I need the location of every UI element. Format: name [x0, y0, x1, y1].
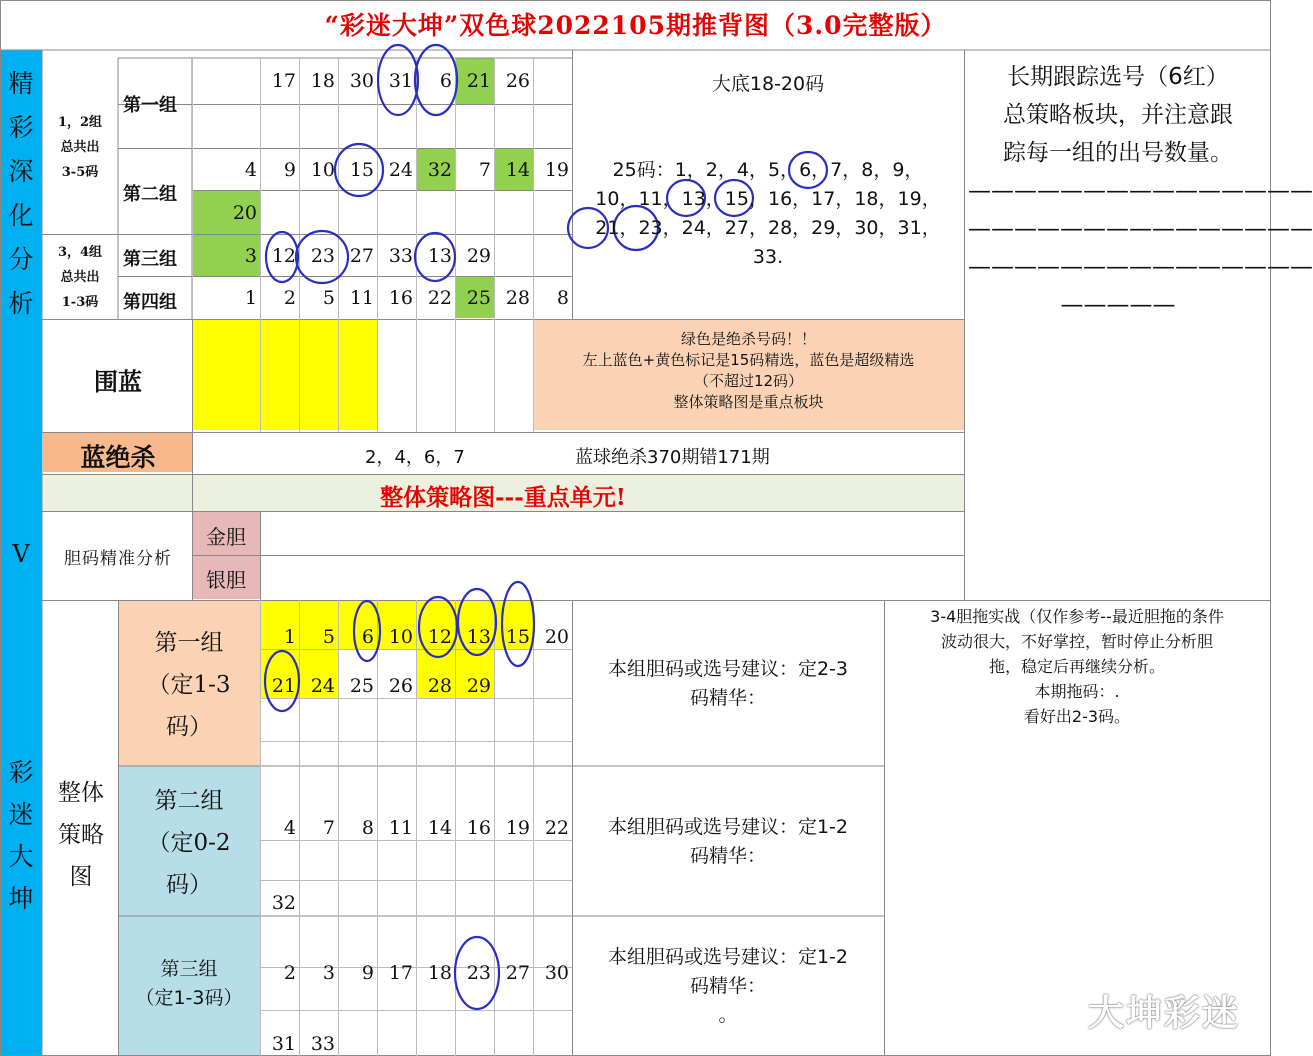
side-bottom-line-1: 迷 [8, 800, 34, 829]
sg0-num-row2: 24 [310, 675, 335, 697]
g2-num-row2: 20 [232, 202, 257, 224]
g1-num: 21 [466, 70, 491, 92]
strategy-group-2-name [118, 780, 260, 906]
sg0-num: 5 [322, 626, 335, 648]
track-line-1: 总策略板块，并注意跟 [1003, 102, 1233, 128]
side-top-line-2: 深 [8, 157, 34, 186]
sg0-num: 10 [388, 626, 413, 648]
sg2-num: 3 [322, 962, 335, 984]
strat-line-2: 图 [69, 864, 93, 890]
g1-num: 30 [349, 70, 374, 92]
g4-num: 28 [505, 287, 530, 309]
sg1-num: 22 [544, 817, 569, 839]
sg0-num: 15 [505, 626, 530, 648]
note12-line-1: 总共出 [60, 140, 100, 155]
g4-num: 22 [427, 287, 452, 309]
g2-num: 9 [283, 159, 296, 181]
silver-dan-label: 银胆 [206, 568, 246, 592]
sg0-num: 6 [361, 626, 374, 648]
track-line-5: ——————————————— [968, 254, 1313, 280]
wei-lan-notes [533, 329, 964, 413]
adv2-line-2: 。 [718, 1004, 738, 1026]
sg2-num: 9 [361, 962, 374, 984]
wei-lan-label: 围蓝 [94, 367, 142, 396]
g2-num: 14 [505, 159, 530, 181]
page-title: “彩迷大坤”双色球2022105期推背图（3.0完整版） [324, 11, 947, 40]
strat-line-0: 整体 [58, 780, 104, 806]
strategy-label [44, 772, 118, 898]
sg0-num-row2: 25 [349, 675, 374, 697]
sg0-line-2: 码） [166, 714, 212, 740]
g3-num: 13 [427, 245, 452, 267]
sg1-num-row2: 32 [271, 892, 296, 914]
side-label-author [0, 752, 42, 920]
sg0-num: 12 [427, 626, 452, 648]
track-line-0: 长期跟踪选号（6红） [1007, 64, 1229, 90]
sg0-num-row2: 21 [271, 675, 296, 697]
g1-num: 17 [271, 70, 296, 92]
note-groups-3-4 [44, 240, 116, 315]
strategy-group-2-advice [572, 813, 884, 871]
weilan-line-0: 绿色是绝杀号码！！ [680, 330, 816, 348]
g3-num: 3 [244, 245, 257, 267]
strategy-group-1-name [118, 622, 260, 748]
strategy-group-1-advice [572, 655, 884, 713]
g3-num: 27 [349, 245, 374, 267]
dadi-line-3: 33. [752, 246, 784, 268]
tracking-note [968, 58, 1313, 324]
sg2-num: 23 [466, 962, 491, 984]
lan-jue-sha-values: 2，4，6，7 [365, 447, 465, 468]
dadi-line-1: 10，11，13，15，16，17，18，19， [595, 188, 941, 210]
adv0-line-0: 本组胆码或选号建议：定2-3 [607, 658, 849, 680]
track-line-6: ————— [1060, 292, 1176, 318]
snote-line-1: 波动很大，不好掌控，暂时停止分析胆 [940, 632, 1213, 651]
g2-num: 15 [349, 159, 374, 181]
dan-ma-label: 胆码精准分析 [64, 549, 172, 569]
g1-num: 6 [439, 70, 452, 92]
g2-num: 4 [244, 159, 257, 181]
sg1-num: 8 [361, 817, 374, 839]
lan-jue-sha-record: 蓝球绝杀370期错171期 [575, 447, 770, 468]
sg2-num: 27 [505, 962, 530, 984]
side-bottom-line-2: 大 [8, 842, 34, 871]
g4-num: 16 [388, 287, 413, 309]
side-top-line-0: 精 [8, 69, 34, 98]
track-line-2: 踪每一组的出号数量。 [1003, 140, 1233, 166]
g4-num: 5 [322, 287, 335, 309]
sg1-num: 16 [466, 817, 491, 839]
sg1-line-0: 第二组 [154, 788, 224, 814]
track-line-3: ——————————————— [968, 178, 1313, 204]
weilan-line-3: 整体策略图是重点板块 [673, 393, 824, 411]
sg1-num: 14 [427, 817, 452, 839]
sg2-num: 30 [544, 962, 569, 984]
dadi-title: 大底18-20码 [711, 73, 825, 95]
adv1-line-0: 本组胆码或选号建议：定1-2 [607, 816, 849, 838]
strategy-group-3-advice [572, 943, 884, 1030]
sg0-num: 1 [283, 626, 296, 648]
dadi-line-2: 21，23，24，27，28，29，30，31， [595, 217, 941, 239]
sg1-num: 19 [505, 817, 530, 839]
g3-num: 33 [388, 245, 413, 267]
adv1-line-1: 码精华： [689, 845, 766, 867]
adv0-line-1: 码精华： [689, 687, 766, 709]
dan-tuo-note [884, 604, 1270, 729]
gold-dan-label: 金胆 [206, 525, 246, 549]
side-top-line-5: 析 [8, 289, 34, 318]
g2-num: 24 [388, 159, 413, 181]
sg2-num: 17 [388, 962, 413, 984]
snote-line-2: 拖，稳定后再继续分析。 [988, 657, 1165, 676]
group-4-label: 第四组 [123, 292, 177, 313]
g4-num: 25 [466, 287, 491, 309]
g4-num: 1 [244, 287, 257, 309]
g2-num: 7 [478, 159, 491, 181]
sg1-line-2: 码） [166, 872, 212, 898]
g2-num: 19 [544, 159, 569, 181]
wei-lan-yellow [193, 319, 377, 430]
g4-num: 8 [556, 287, 569, 309]
group-1-label: 第一组 [123, 95, 177, 116]
sg2-num: 18 [427, 962, 452, 984]
sg2-line-1: （定1-3码） [135, 987, 243, 1009]
group-3-label: 第三组 [123, 249, 177, 270]
snote-line-4: 看好出2-3码。 [1023, 707, 1131, 726]
weilan-line-2: （不超过12码） [693, 372, 804, 390]
sg0-line-0: 第一组 [154, 630, 224, 656]
track-line-4: ——————————————— [968, 216, 1313, 242]
sg1-num: 7 [322, 817, 335, 839]
side-bottom-line-0: 彩 [8, 758, 34, 787]
note12-line-0: 1，2组 [57, 115, 103, 130]
g4-num: 11 [349, 287, 374, 309]
note34-line-0: 3，4组 [57, 245, 103, 260]
note-groups-1-2 [44, 110, 116, 185]
weilan-line-1: 左上蓝色+黄色标记是15码精选，蓝色是超级精选 [582, 351, 915, 369]
side-label-v: V [12, 540, 30, 568]
dadi-list [572, 156, 964, 272]
snote-line-0: 3-4胆拖实战（仅作参考--最近胆拖的条件 [930, 607, 1224, 626]
strategy-group-3-name [118, 955, 260, 1013]
side-top-line-3: 化 [8, 201, 34, 230]
watermark: 大坤彩迷 [1088, 993, 1241, 1034]
g1-num: 26 [505, 70, 530, 92]
g1-num: 18 [310, 70, 335, 92]
sg1-num: 11 [388, 817, 413, 839]
sg0-num-row2: 28 [427, 675, 452, 697]
g2-num: 10 [310, 159, 335, 181]
group-2-label: 第二组 [123, 184, 177, 205]
side-top-line-4: 分 [8, 245, 34, 274]
sg0-num-row2: 26 [388, 675, 413, 697]
note12-line-2: 3-5码 [61, 165, 99, 180]
sg1-line-1: （定0-2 [147, 830, 231, 856]
sg0-num: 13 [466, 626, 491, 648]
strat-line-1: 策略 [58, 822, 104, 848]
g4-num: 2 [283, 287, 296, 309]
dadi-line-0: 25码：1，2，4，5，6，7，8，9， [612, 159, 924, 181]
sg0-num-row2: 29 [466, 675, 491, 697]
strategy-banner: 整体策略图---重点单元! [380, 484, 626, 511]
adv2-line-0: 本组胆码或选号建议：定1-2 [607, 946, 849, 968]
g1-num: 31 [388, 70, 413, 92]
note34-line-2: 1-3码 [61, 295, 99, 310]
sg1-num: 4 [283, 817, 296, 839]
sg0-num: 20 [544, 626, 569, 648]
sg2-num-row2: 33 [310, 1033, 335, 1055]
sg2-num: 2 [283, 962, 296, 984]
g3-num: 23 [310, 245, 335, 267]
note34-line-1: 总共出 [60, 270, 100, 285]
side-top-line-1: 彩 [8, 113, 34, 142]
lan-jue-sha-label: 蓝绝杀 [80, 443, 156, 472]
side-label-analysis [0, 62, 42, 326]
sg2-num-row2: 31 [271, 1033, 296, 1055]
sg0-line-1: （定1-3 [147, 672, 231, 698]
snote-line-3: 本期拖码：. [1034, 682, 1120, 701]
g3-num: 29 [466, 245, 491, 267]
adv2-line-1: 码精华： [689, 975, 766, 997]
sg2-line-0: 第三组 [160, 958, 218, 980]
g2-num: 32 [427, 159, 452, 181]
g3-num: 12 [271, 245, 296, 267]
side-bottom-line-3: 坤 [8, 884, 34, 913]
